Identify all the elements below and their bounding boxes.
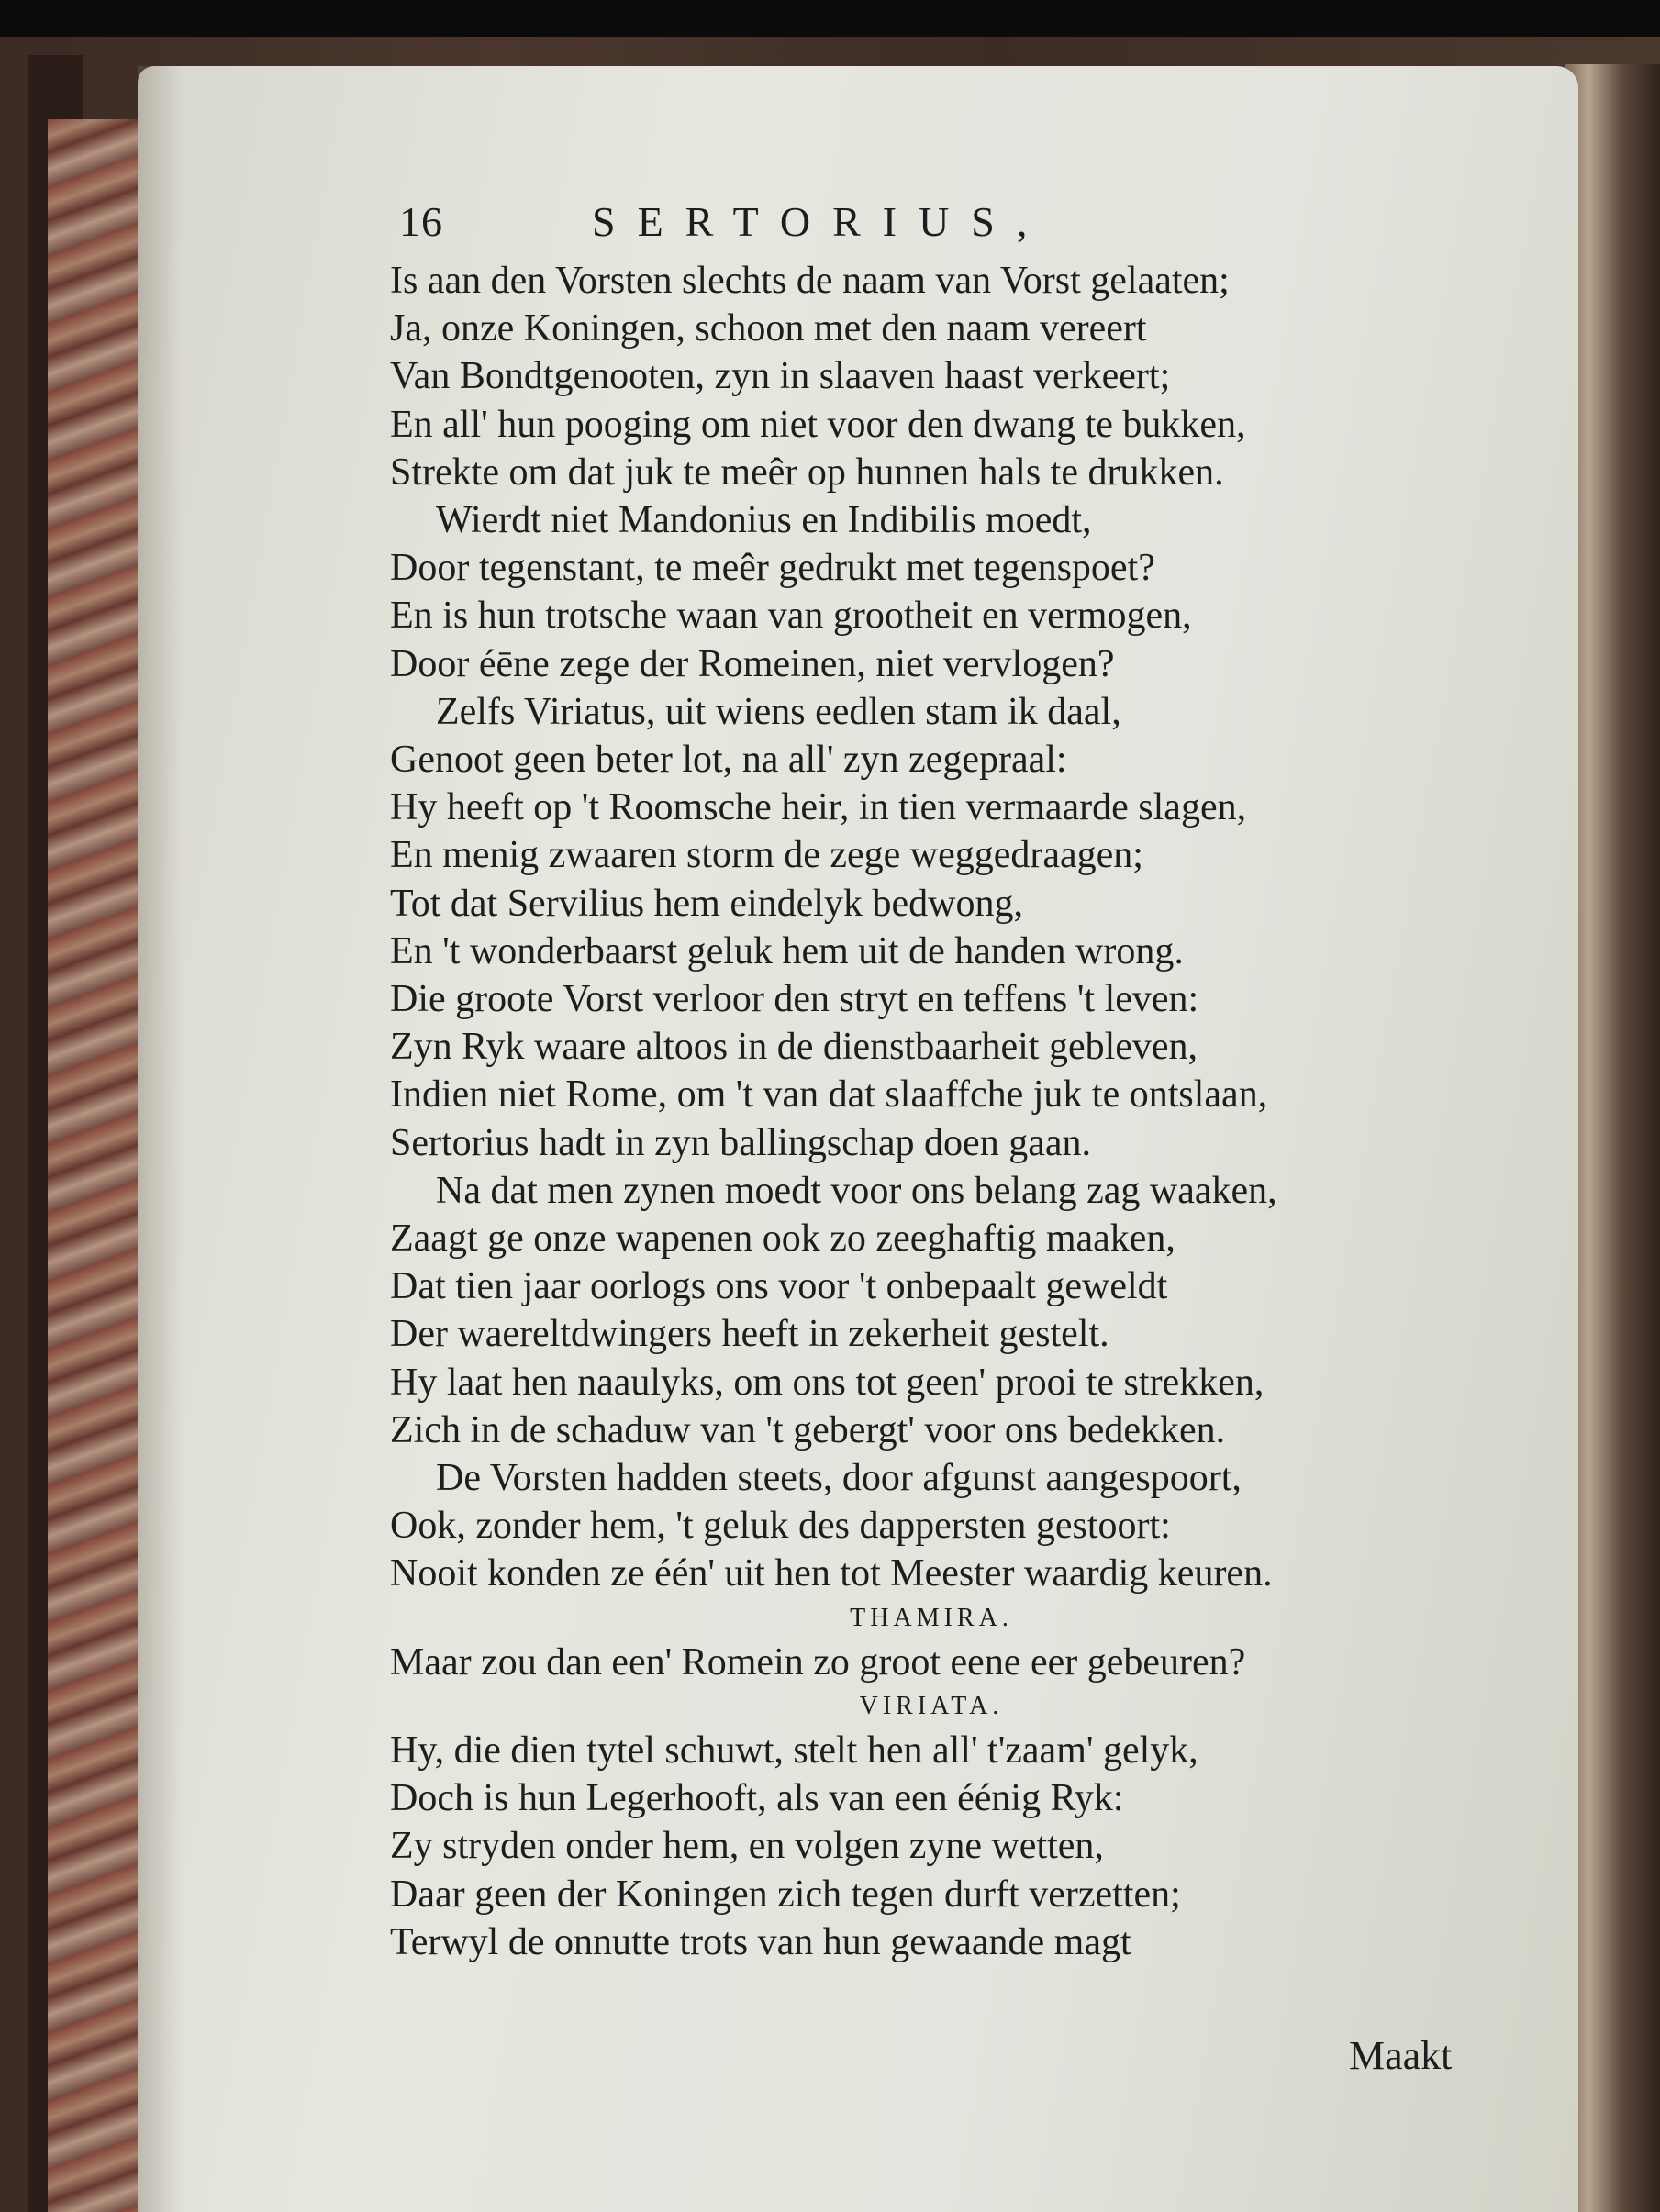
verse-line: Strekte om dat juk te meêr op hunnen hals te drukken. <box>390 450 1224 494</box>
verse-line: Tot dat Servilius hem eindelyk bedwong, <box>390 882 1023 925</box>
page-gutter-shadow <box>138 66 184 2212</box>
verse-line: Indien niet Rome, om 't van dat slaaffche juk te ontslaan, <box>390 1073 1268 1117</box>
top-dark-band <box>0 0 1660 37</box>
verse-line: Ja, onze Koningen, schoon met den naam vereert <box>390 307 1147 350</box>
verse-line: Door éēne zege der Romeinen, niet vervlogen? <box>390 642 1115 685</box>
verse-line-viriata: Doch is hun Legerhooft, als van een éénig Ryk: <box>390 1777 1124 1820</box>
verse-line-viriata: Zy stryden onder hem, en volgen zyne wetten, <box>390 1825 1104 1868</box>
catchword: Maakt <box>1349 2033 1453 2078</box>
verse-line: Zelfs Viriatus, uit wiens eedlen stam ik daal, <box>436 690 1121 733</box>
verse-line: Zich in de schaduw van 't gebergt' voor ons bedekken. <box>390 1408 1226 1451</box>
verse-line: Zaagt ge onze wapenen ook zo zeeghaftig maaken, <box>390 1217 1175 1261</box>
verse-line: En is hun trotsche waan van grootheit en vermogen, <box>390 595 1192 638</box>
book-cover-right <box>1565 64 1660 2212</box>
verse-line: Na dat men zynen moedt voor ons belang zag waaken, <box>436 1169 1277 1212</box>
page-number: 16 <box>399 198 443 245</box>
verse-line: En 't wonderbaarst geluk hem uit de handen wrong. <box>390 929 1184 973</box>
verse-line-viriata: Daar geen der Koningen zich tegen durft verzetten; <box>390 1873 1181 1916</box>
speaker-name-thamira: THAMIRA. <box>850 1603 1013 1632</box>
verse-line: Hy laat hen naaulyks, om ons tot geen' prooi te strekken, <box>390 1361 1264 1404</box>
verse-line: En menig zwaaren storm de zege weggedraagen; <box>390 834 1143 877</box>
verse-line: Is aan den Vorsten slechts de naam van Vorst gelaaten; <box>390 260 1230 302</box>
verse-line: En all' hun pooging om niet voor den dwang te bukken, <box>390 403 1246 446</box>
verse-line: Nooit konden ze één' uit hen tot Meester waardig keuren. <box>390 1552 1273 1595</box>
verse-line: Genoot geen beter lot, na all' zyn zegepraal: <box>390 739 1067 782</box>
verse-line: Die groote Vorst verloor den stryt en teffens 't leven: <box>390 978 1199 1021</box>
verse-line: Zyn Ryk waare altoos in de dienstbaarheit gebleven, <box>390 1026 1198 1069</box>
page-text-block <box>390 188 1528 1966</box>
verse-line-thamira: Maar zou dan een' Romein zo groot eene eer gebeuren? <box>390 1640 1246 1684</box>
verse-line-viriata: Terwyl de onnutte trots van hun gewaande magt <box>390 1920 1131 1963</box>
speaker-name-viriata: VIRIATA. <box>859 1691 1004 1720</box>
verse-line-viriata: Hy, die dien tytel schuwt, stelt hen all' t'zaam' gelyk, <box>390 1728 1198 1772</box>
running-head: SERTORIUS, <box>592 198 1050 245</box>
page-header <box>390 188 1528 257</box>
verse-line: Door tegenstant, te meêr gedrukt met tegenspoet? <box>390 547 1155 590</box>
verse-line: Dat tien jaar oorlogs ons voor 't onbepaalt geweldt <box>390 1265 1168 1308</box>
verse-line: Ook, zonder hem, 't geluk des dappersten gestoort: <box>390 1505 1171 1548</box>
verse-line: Sertorius hadt in zyn ballingschap doen gaan. <box>390 1121 1091 1164</box>
verse-line: Der waereltdwingers heeft in zekerheit gestelt. <box>390 1313 1109 1356</box>
verse-line: Van Bondtgenooten, zyn in slaaven haast verkeert; <box>390 355 1171 398</box>
verse-line: Hy heeft op 't Roomsche heir, in tien vermaarde slagen, <box>390 786 1247 829</box>
verse-line: De Vorsten hadden steets, door afgunst aangespoort, <box>436 1457 1242 1500</box>
verse-line: Wierdt niet Mandonius en Indibilis moedt, <box>436 499 1092 542</box>
marbled-endpaper <box>48 119 139 2212</box>
